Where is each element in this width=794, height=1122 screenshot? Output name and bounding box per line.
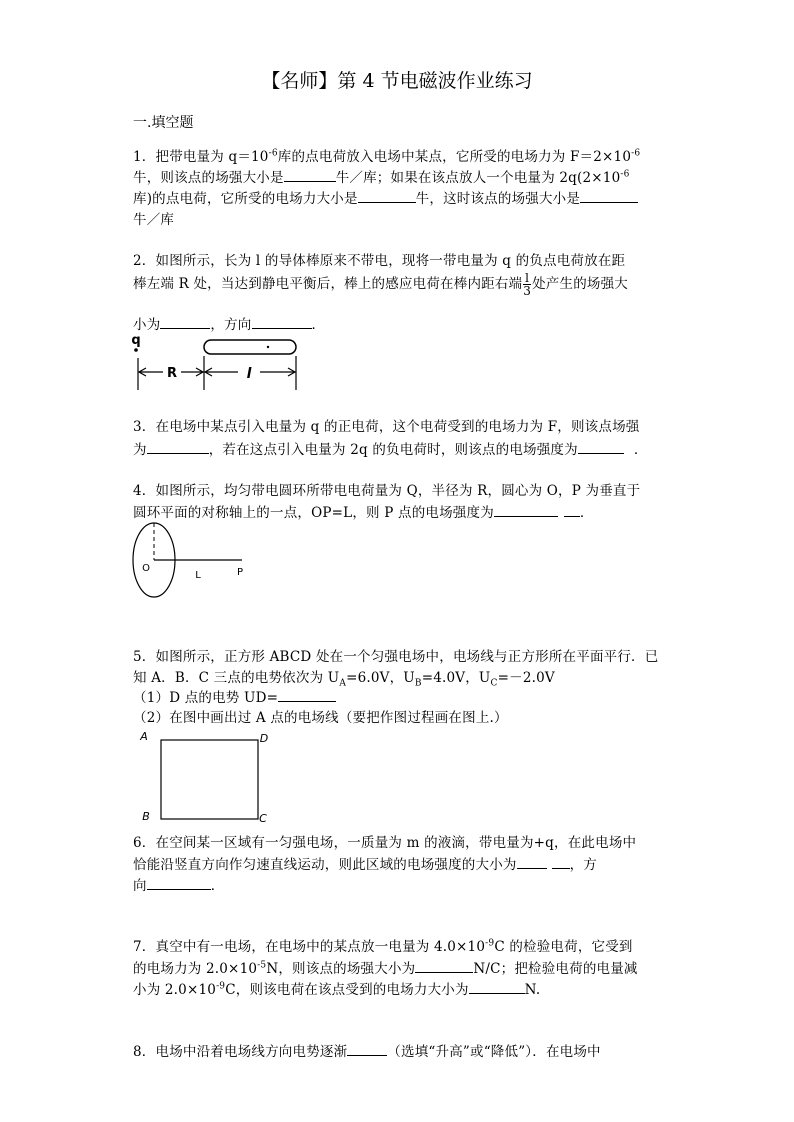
q7-blank-2[interactable] xyxy=(469,979,525,994)
fig-label-l: l xyxy=(246,366,252,382)
q7-line-2: 的电场力为 $2.0\times 10^{-5}N$，则该点的场强大小为 N/C；把检验电荷的电量减 xyxy=(133,957,638,977)
fig-label-C: C xyxy=(259,812,267,825)
q5-blank-1[interactable] xyxy=(278,687,336,702)
section-heading: 一.填空题 xyxy=(133,115,194,131)
rod-point xyxy=(267,346,269,348)
page-title: 【名师】第 4 节电磁波作业练习 xyxy=(261,70,533,92)
q2-line-1: 2．如图所示，长为 l 的导体棒原来不带电，现将一带电量为 q 的负点电荷放在距 xyxy=(133,253,626,269)
q6-blank-2[interactable] xyxy=(147,875,211,890)
q6-blank-1[interactable] xyxy=(517,854,547,869)
fraction-one-third: $\frac{l}{3}$ xyxy=(523,271,532,298)
q6-line-3: 向 ． xyxy=(133,874,224,894)
square-ABCD xyxy=(161,740,258,819)
q7-blank-1[interactable] xyxy=(415,958,473,973)
fig-label-D: D xyxy=(259,732,269,745)
q7-line-1: 7．真空中有一电场，在电场中的某点放一电量为 $4.0\times 10^{-9}C$ 的检验电荷，它受到 xyxy=(133,938,633,955)
q2-figure-rod xyxy=(130,330,310,394)
conductor-rod xyxy=(204,340,296,354)
point-charge-q xyxy=(134,348,138,352)
q3-line-1: 3．在电场中某点引入电量为 q 的正电荷，这个电荷受到的电场力为 F，则该点场强 xyxy=(133,419,640,435)
q1-line-2: 牛，则该点的场强大小是 牛／库；如果在该点放人一个电量为 $2q(2\times 10^{-6}$ xyxy=(133,166,630,186)
q1-line-1: 1．把带电量为 $q=10^{-6}$库的点电荷放入电场中某点，它所受的电场力为 $F=2\times 10^{-6}$ xyxy=(133,148,641,165)
q4-line-1: 4．如图所示，均匀带电圆环所带电电荷量为 Q，半径为 R，圆心为 O，P 为垂直于 xyxy=(133,483,641,499)
q5-line-2: 知 A．B．C 三点的电势依次为 $U_A=6.0V$，$U_B=4.0V$，$U_C=-2.0V$ xyxy=(133,670,555,689)
q1-blank-1[interactable] xyxy=(284,167,336,182)
q5-line-3: （1）D 点的电势 UD= xyxy=(133,686,336,706)
q1-blank-2[interactable] xyxy=(358,188,416,203)
fig-label-P: P xyxy=(236,567,244,578)
fig-label-q: q xyxy=(131,333,141,348)
q5-line-4: （2）在图中画出过 A 点的电场线（要把作图过程画在图上.） xyxy=(133,710,508,726)
q4-figure-ring xyxy=(132,522,252,600)
q1-blank-3[interactable] xyxy=(580,188,638,203)
q8-blank-1[interactable] xyxy=(347,1041,387,1056)
fig-label-B: B xyxy=(142,810,150,823)
q1-line-4: 牛／库 xyxy=(133,212,175,228)
q3-blank-1[interactable] xyxy=(147,439,209,454)
q5-figure-square xyxy=(138,728,278,824)
q2-blank-2[interactable] xyxy=(252,314,312,329)
q4-line-2: 圆环平面的对称轴上的一点，OP=L，则 P 点的电场强度为 ． xyxy=(133,501,594,521)
q1-line-3: 库)的点电荷，它所受的电场力大小是 牛，这时该点的场强大小是 xyxy=(133,187,638,207)
q7-line-3: 小为 $2.0\times 10^{-9}C$，则该电荷在该点受到的电场力大小为 N. xyxy=(133,978,540,998)
fig-label-O: O xyxy=(142,563,150,574)
fig-label-A: A xyxy=(140,730,148,743)
q2-line-2: 棒左端 R 处，当达到静电平衡后，棒上的感应电荷在棒内距右端 $\frac{l}{3}$ 处产生的场强大 xyxy=(133,271,628,298)
q3-line-2: 为 ，若在这点引入电量为 2q 的负电荷时，则该点的电场强度为 ． xyxy=(133,438,648,458)
q6-line-1: 6．在空间某一区域有一匀强电场，一质量为 m 的液滴，带电量为+q，在此电场中 xyxy=(133,835,637,851)
q2-blank-1[interactable] xyxy=(160,314,210,329)
q8-line-1: 8．电场中沿着电场线方向电势逐渐 （选填“升高”或“降低”）．在电场中 xyxy=(133,1040,601,1060)
q5-line-1: 5．如图所示，正方形 ABCD 处在一个匀强电场中，电场线与正方形所在平面平行．已 xyxy=(133,649,659,665)
q4-blank-1[interactable] xyxy=(494,502,558,517)
fig-label-R: R xyxy=(166,366,178,381)
q2-line-3: 小为 ，方向 ． xyxy=(133,313,325,333)
fig-label-L: L xyxy=(195,570,201,581)
q3-blank-2[interactable] xyxy=(578,439,624,454)
q6-line-2: 恰能沿竖直方向作匀速直线运动，则此区域的电场强度的大小为 ，方 xyxy=(133,853,597,873)
